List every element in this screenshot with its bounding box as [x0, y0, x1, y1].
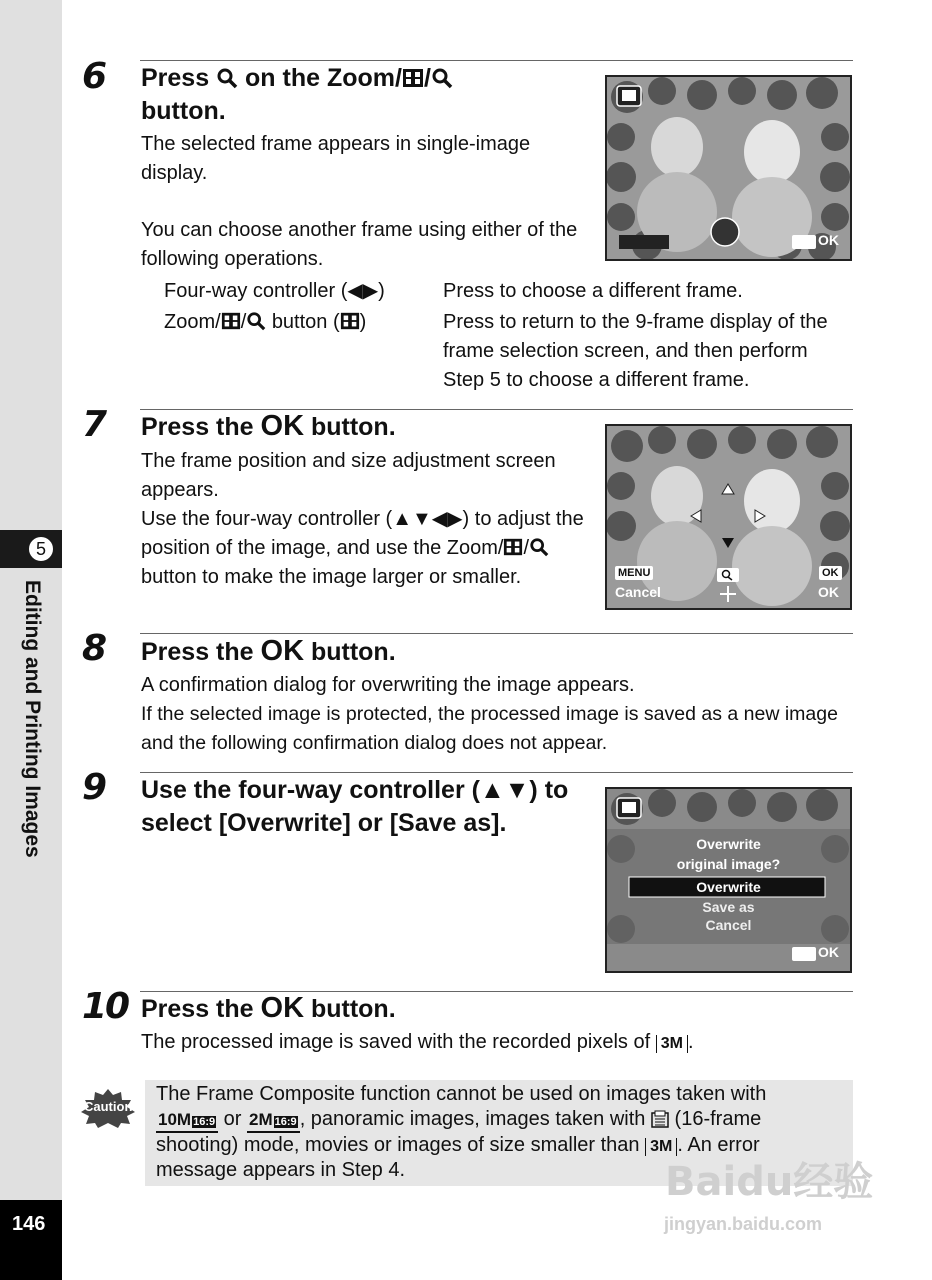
step-divider — [140, 633, 853, 634]
frame-preview-image — [607, 77, 850, 259]
adjust-preview-image — [607, 426, 850, 608]
chapter-number: 5 — [27, 535, 55, 563]
title-text: button. — [141, 97, 226, 125]
camera-screen-adjust — [605, 424, 852, 610]
page-number: 146 — [12, 1213, 46, 1235]
option-overwrite[interactable]: Overwrite — [696, 879, 761, 895]
op-desc: Press to return to the 9-frame display of the frame selection screen, and then perform Step 5 to choose a different frame. — [443, 311, 828, 391]
thumbnail-icon — [402, 67, 424, 89]
magnify-icon — [246, 311, 266, 331]
option-cancel[interactable]: Cancel — [705, 917, 752, 933]
title-text: Press — [141, 64, 210, 92]
ok-key: OK — [819, 566, 842, 580]
watermark-url: jingyan.baidu.com — [664, 1214, 823, 1234]
thumbnail-icon — [221, 311, 241, 331]
step-body: The selected frame appears in single-image display. — [141, 133, 531, 184]
step-body: If the selected image is protected, the processed image is saved as a new image and the following confirmation dialog does not appear. — [141, 703, 838, 754]
step-title: Use the four-way controller (▲▼) to select [Overwrite] or [Save as]. — [141, 776, 569, 837]
screen-ok-label: OK — [818, 944, 839, 960]
step-body: A confirmation dialog for overwriting the image appears. — [141, 674, 635, 696]
size-3m-icon: 3M — [645, 1138, 677, 1156]
size-2m-icon: 2M 16:9 — [247, 1111, 300, 1133]
magnify-icon — [431, 67, 453, 89]
size-3m-icon: 3M — [656, 1035, 688, 1053]
caution-label: Caution — [84, 1099, 133, 1114]
camera-screen-frame — [605, 75, 852, 261]
step-body: The processed image is saved with the recorded pixels of 3M . — [141, 1031, 694, 1053]
option-save-as[interactable]: Save as — [702, 899, 755, 915]
chapter-title: Editing and Printing Images — [21, 580, 44, 858]
page-number-box — [0, 1200, 62, 1280]
step-body: Use the four-way controller (▲▼◀▶) to adjust the position of the image, and use the Zoom/ / button to make the image larger or smaller. — [141, 508, 584, 588]
menu-key: MENU — [615, 566, 653, 580]
16-frame-mode-icon — [651, 1110, 669, 1128]
op-control: Zoom/ / button ( ) — [164, 311, 367, 333]
caution-text: The Frame Composite function cannot be used on images taken with 10M 16:9 or 2M 16:9 , panoramic images, images taken with (16-frame shooting) mode, movies or images of size smaller than 3M . An error message appears in Step 4. — [156, 1083, 767, 1181]
step-body: You can choose another frame using either of the following operations. — [141, 219, 578, 270]
cancel-label: Cancel — [615, 584, 661, 600]
step-title: Press the OK button. — [141, 635, 396, 667]
step-number: 6 — [82, 56, 106, 97]
step-title: Press the OK button. — [141, 410, 396, 442]
thumbnail-icon — [503, 537, 523, 557]
op-desc: Press to choose a different frame. — [443, 280, 743, 302]
step-number: 7 — [82, 404, 106, 445]
size-10m-icon: 10M 16:9 — [156, 1111, 218, 1133]
screen-ok-label: OK — [818, 232, 839, 248]
step-body: The frame position and size adjustment screen appears. — [141, 450, 556, 501]
magnify-icon — [216, 67, 238, 89]
camera-screen-dialog — [605, 787, 852, 973]
op-control: Four-way controller (◀▶) — [164, 280, 385, 302]
step-divider — [140, 60, 853, 61]
step-number: 10 — [82, 986, 129, 1027]
ok-label: OK — [818, 584, 839, 600]
thumbnail-icon — [340, 311, 360, 331]
ok-glyph: OK — [260, 410, 305, 442]
ok-glyph: OK — [260, 635, 305, 667]
ok-glyph: OK — [260, 992, 305, 1024]
title-text: on the Zoom/ — [245, 64, 402, 92]
watermark-brand: Baidu经验 — [665, 1159, 874, 1205]
step-title: Press on the Zoom/ / button. — [141, 62, 581, 128]
step-number: 9 — [82, 767, 106, 808]
step-number: 8 — [82, 628, 106, 669]
step-title: Press the OK button. — [141, 992, 396, 1024]
step-divider — [140, 772, 853, 773]
dialog-question: Overwrite original image? — [676, 836, 781, 872]
magnify-icon — [529, 537, 549, 557]
